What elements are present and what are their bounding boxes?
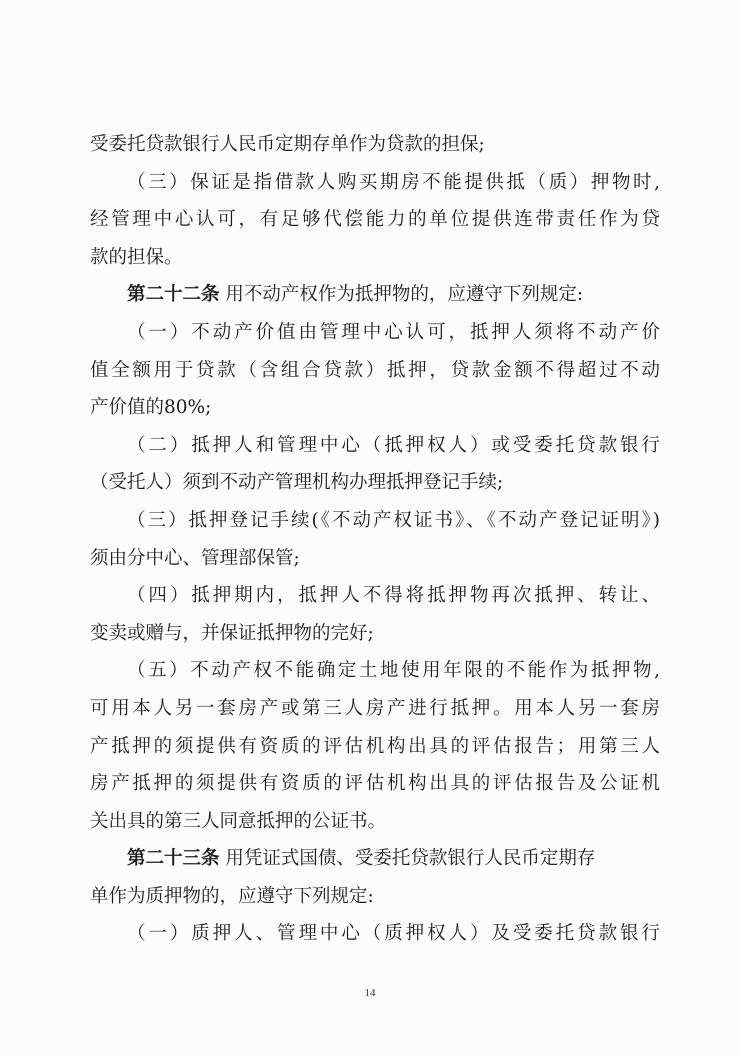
text-line <box>90 577 660 615</box>
text-line <box>90 878 660 916</box>
text-line <box>90 464 660 502</box>
text-line <box>90 915 660 953</box>
text-line <box>90 352 660 390</box>
text-line <box>90 690 660 728</box>
line-text: 房产抵押的须提供有资质的评估机构出具的评估报告及公证机 <box>90 773 660 795</box>
line-text: 受委托贷款银行人民币定期存单作为贷款的担保; <box>90 134 485 155</box>
text-line <box>90 652 660 690</box>
line-text: （三）保证是指借款人购买期房不能提供抵（质）押物时, <box>127 171 660 193</box>
line-text: （五）不动产权不能确定土地使用年限的不能作为抵押物, <box>127 660 660 682</box>
text-line <box>90 239 660 277</box>
text-line <box>90 201 660 239</box>
text-line <box>90 389 660 427</box>
article-23-heading-line <box>90 840 660 878</box>
line-text: （二）抵押人和管理中心（抵押权人）或受委托贷款银行 <box>127 434 660 456</box>
line-text: 可用本人另一套房产或第三人房产进行抵押。用本人另一套房 <box>90 697 660 719</box>
article-heading: 第二十二条 <box>127 284 220 306</box>
line-text: （三）抵押登记手续(《不动产权证书》、《不动产登记证明》) <box>127 509 660 531</box>
line-text: 用凭证式国债、受委托贷款银行人民币定期存 <box>219 848 596 870</box>
line-text: 产抵押的须提供有资质的评估机构出具的评估报告；用第三人 <box>90 735 660 757</box>
line-text: 款的担保。 <box>90 246 183 268</box>
line-text: 变卖或赠与，并保证抵押物的完好; <box>90 622 374 644</box>
text-line <box>90 126 660 164</box>
line-text: 单作为质押物的，应遵守下列规定: <box>90 885 374 907</box>
line-text: 值全额用于贷款（含组合贷款）抵押，贷款金额不得超过不动 <box>90 359 660 381</box>
text-line <box>90 615 660 653</box>
line-text: 关出具的第三人同意抵押的公证书。 <box>90 810 387 832</box>
document-body <box>90 126 660 953</box>
line-text: （一）不动产价值由管理中心认可，抵押人须将不动产价 <box>127 321 660 343</box>
line-text: （四）抵押期内，抵押人不得将抵押物再次抵押、转让、 <box>127 585 660 607</box>
line-text: 产价值的80%; <box>90 397 212 419</box>
article-heading: 第二十三条 <box>127 848 220 870</box>
line-text: （受托人）须到不动产管理机构办理抵押登记手续; <box>90 472 504 494</box>
text-line <box>90 502 660 540</box>
text-line <box>90 314 660 352</box>
line-text: 经管理中心认可，有足够代偿能力的单位提供连带责任作为贷 <box>90 209 660 231</box>
line-text: 须由分中心、管理部保管; <box>90 547 300 569</box>
text-line <box>90 427 660 465</box>
text-line <box>90 803 660 841</box>
article-22-heading-line <box>90 276 660 314</box>
text-line <box>90 765 660 803</box>
line-text: 用不动产权作为抵押物的，应遵守下列规定: <box>219 284 584 306</box>
text-line <box>90 540 660 578</box>
page-number: 14 <box>364 987 376 999</box>
text-line <box>90 728 660 766</box>
text-line <box>90 164 660 202</box>
line-text: （一）质押人、管理中心（质押权人）及受委托贷款银行 <box>127 923 660 945</box>
